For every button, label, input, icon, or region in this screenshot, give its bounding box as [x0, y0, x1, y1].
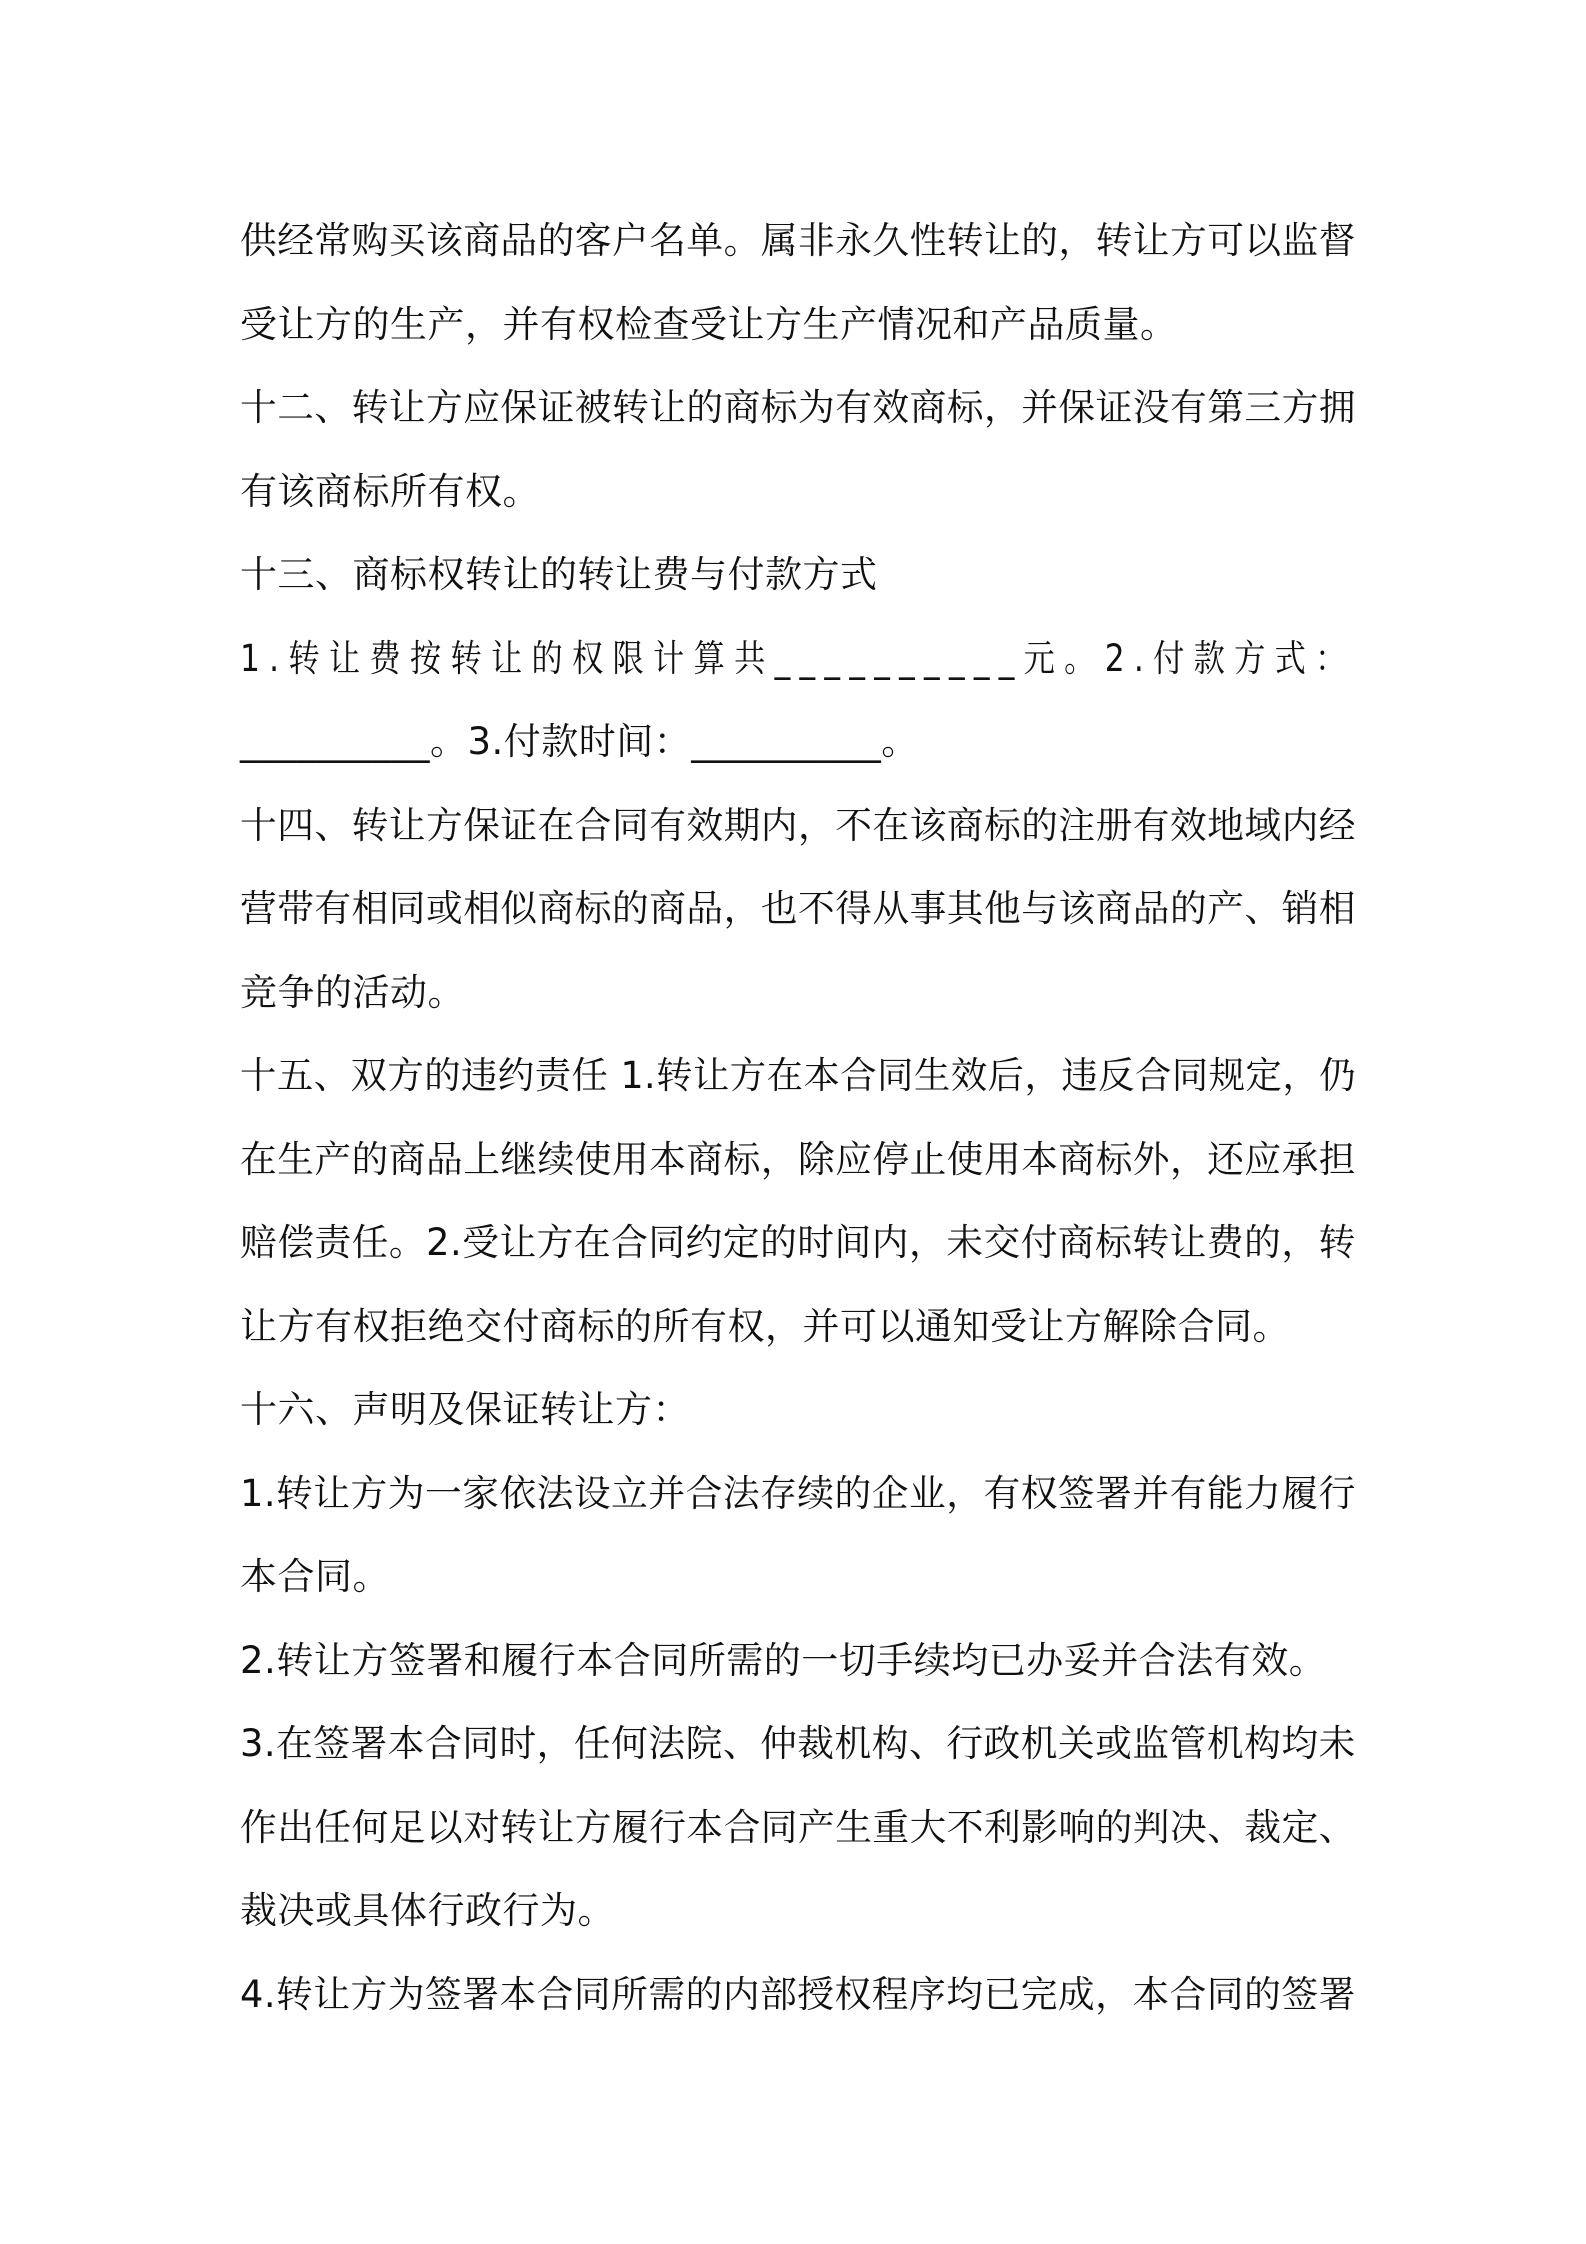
text-line: 十二、转让方应保证被转让的商标为有效商标，并保证没有第三方拥: [240, 386, 1356, 429]
clause-16-item-1: [240, 1452, 1356, 1619]
text-line: 3.在签署本合同时，任何法院、仲裁机构、行政机关或监管机构均未: [240, 1722, 1356, 1765]
text-line: 十三、商标权转让的转让费与付款方式: [240, 553, 878, 596]
text-line: 受让方的生产，并有权检查受让方生产情况和产品质量。: [240, 302, 1178, 346]
text-line: 供经常购买该商品的客户名单。属非永久性转让的，转让方可以监督: [240, 219, 1356, 262]
text-line: 赔偿责任。2.受让方在合同约定的时间内，未交付商标转让费的，转: [240, 1221, 1356, 1264]
text-line: 竞争的活动。: [240, 970, 465, 1014]
clause-16-item-2: [240, 1619, 1356, 1703]
text-line: 1.转让费按转让的权限计算共__________元。2.付款方式：: [240, 636, 1356, 680]
text-line: 让方有权拒绝交付商标的所有权，并可以通知受让方解除合同。: [240, 1304, 1290, 1348]
document-body: [240, 199, 1356, 2036]
text-line: 十四、转让方保证在合同有效期内，不在该商标的注册有效地域内经: [240, 803, 1356, 847]
clause-13: [240, 533, 1356, 784]
clause-16-item-4: [240, 1953, 1356, 2037]
clause-16-heading: [240, 1368, 1356, 1452]
clause-15: [240, 1034, 1356, 1368]
text-line: 裁决或具体行政行为。: [240, 1889, 615, 1932]
text-line: 4.转让方为签署本合同所需的内部授权程序均已完成，本合同的签署: [240, 1972, 1356, 2016]
clause-14: [240, 784, 1356, 1035]
text-line: 作出任何足以对转让方履行本合同产生重大不利影响的判决、裁定、: [240, 1805, 1356, 1849]
text-line: 1.转让方为一家依法设立并合法存续的企业，有权签署并有能力履行: [240, 1471, 1356, 1515]
text-line: 在生产的商品上继续使用本商标，除应停止使用本商标外，还应承担: [240, 1137, 1356, 1181]
text-line: 有该商标所有权。: [240, 469, 540, 513]
clause-12: [240, 366, 1356, 533]
text-line: 2.转让方签署和履行本合同所需的一切手续均已办妥并合法有效。: [240, 1638, 1327, 1682]
text-line: 营带有相同或相似商标的商品，也不得从事其他与该商品的产、销相: [240, 887, 1356, 930]
clause-16-item-3: [240, 1702, 1356, 1953]
paragraph-customer-list: [240, 199, 1356, 366]
text-line: 十五、双方的违约责任 1.转让方在本合同生效后，违反合同规定，仍: [240, 1054, 1357, 1097]
text-line: __________。3.付款时间：__________。: [240, 720, 919, 763]
text-line: 十六、声明及保证转让方：: [240, 1388, 690, 1431]
text-line: 本合同。: [240, 1555, 390, 1598]
